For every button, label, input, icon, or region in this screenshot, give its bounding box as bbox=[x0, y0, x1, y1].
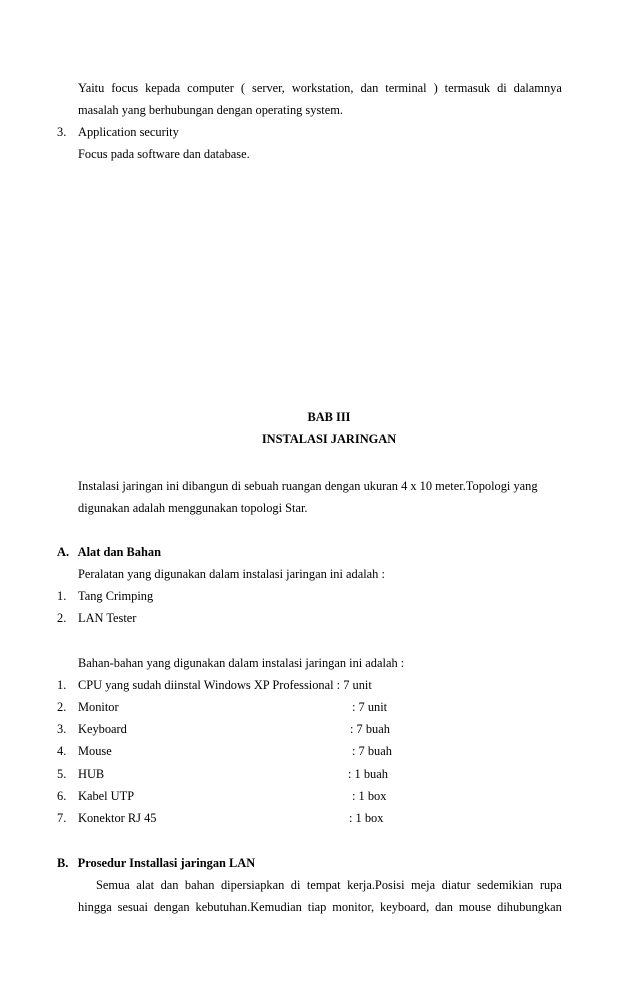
material-qty: : 1 box bbox=[352, 789, 387, 803]
word: dan bbox=[360, 81, 379, 95]
material-number: 3. bbox=[57, 722, 67, 736]
material-number: 4. bbox=[57, 744, 67, 758]
list-number: 3. bbox=[57, 125, 67, 139]
material-qty: : 1 buah bbox=[348, 767, 388, 781]
intro-line-2: masalah yang berhubungan dengan operating system. bbox=[78, 103, 343, 117]
word: tempat bbox=[306, 878, 341, 892]
material-qty: : 7 unit bbox=[352, 700, 388, 714]
material-name: Mouse bbox=[78, 744, 112, 758]
word: dengan bbox=[153, 900, 190, 914]
word: dan bbox=[435, 900, 453, 914]
word: tiap bbox=[307, 900, 327, 914]
material-qty: : 7 buah bbox=[352, 744, 392, 758]
section-b-line-2 bbox=[78, 899, 562, 915]
material-number: 6. bbox=[57, 789, 67, 803]
material-name: Monitor bbox=[78, 700, 119, 714]
section-a-heading: A. Alat dan Bahan bbox=[57, 545, 161, 559]
word: dalamnya bbox=[513, 81, 562, 95]
para1-line-1: Instalasi jaringan ini dibangun di sebuah ruangan dengan ukuran 4 x 10 meter.Topologi yang bbox=[78, 479, 538, 493]
word: bahan bbox=[184, 878, 215, 892]
word: keyboard, bbox=[380, 900, 430, 914]
material-number: 2. bbox=[57, 700, 67, 714]
tools-intro: Peralatan yang digunakan dalam instalasi jaringan ini adalah : bbox=[78, 567, 385, 581]
material-name: Kabel UTP bbox=[78, 789, 135, 803]
section-b-heading: B. Prosedur Installasi jaringan LAN bbox=[57, 856, 256, 870]
tool-name: LAN Tester bbox=[78, 611, 137, 625]
material-name: CPU yang sudah diinstal Windows XP Professional : 7 unit bbox=[78, 678, 372, 692]
material-number: 5. bbox=[57, 767, 67, 781]
word: sesuai bbox=[117, 900, 148, 914]
word: workstation, bbox=[291, 81, 354, 95]
chapter-number: BAB III bbox=[307, 410, 351, 424]
tool-number: 2. bbox=[57, 611, 67, 625]
word: hingga bbox=[78, 900, 112, 914]
word: dihubungkan bbox=[497, 900, 562, 914]
word: terminal bbox=[385, 81, 427, 95]
material-number: 1. bbox=[57, 678, 67, 692]
material-qty: : 7 buah bbox=[350, 722, 390, 736]
word: termasuk bbox=[444, 81, 491, 95]
word: kebutuhan.Kemudian bbox=[195, 900, 302, 914]
tool-name: Tang Crimping bbox=[78, 589, 154, 603]
word: kerja.Posisi bbox=[347, 878, 405, 892]
word: dan bbox=[160, 878, 179, 892]
list-item-title: Application security bbox=[78, 125, 179, 139]
word: sedemikian bbox=[476, 878, 534, 892]
word: monitor, bbox=[332, 900, 375, 914]
para1-line-2: digunakan adalah menggunakan topologi Star. bbox=[78, 501, 308, 515]
word: kepada bbox=[145, 81, 181, 95]
word: meja bbox=[411, 878, 436, 892]
intro-line-1 bbox=[78, 80, 562, 96]
tool-number: 1. bbox=[57, 589, 67, 603]
material-name: HUB bbox=[78, 767, 105, 781]
word: rupa bbox=[539, 878, 562, 892]
word: dipersiapkan bbox=[220, 878, 285, 892]
word: diatur bbox=[441, 878, 471, 892]
material-number: 7. bbox=[57, 811, 67, 825]
section-b-line-1 bbox=[96, 877, 562, 893]
word: ) bbox=[433, 81, 438, 95]
material-name: Keyboard bbox=[78, 722, 127, 736]
chapter-title: INSTALASI JARINGAN bbox=[261, 432, 397, 446]
word: Yaitu bbox=[78, 81, 105, 95]
materials-intro: Bahan-bahan yang digunakan dalam instalasi jaringan ini adalah : bbox=[78, 656, 405, 670]
word: focus bbox=[111, 81, 139, 95]
material-name: Konektor RJ 45 bbox=[78, 811, 157, 825]
word: mouse bbox=[458, 900, 492, 914]
word: server, bbox=[252, 81, 285, 95]
list-item-desc: Focus pada software dan database. bbox=[78, 147, 250, 161]
material-qty: : 1 box bbox=[349, 811, 384, 825]
word: ( bbox=[240, 81, 246, 95]
word: Semua bbox=[96, 878, 130, 892]
word: computer bbox=[187, 81, 234, 95]
word: alat bbox=[136, 878, 155, 892]
word: di bbox=[497, 81, 507, 95]
word: di bbox=[290, 878, 301, 892]
